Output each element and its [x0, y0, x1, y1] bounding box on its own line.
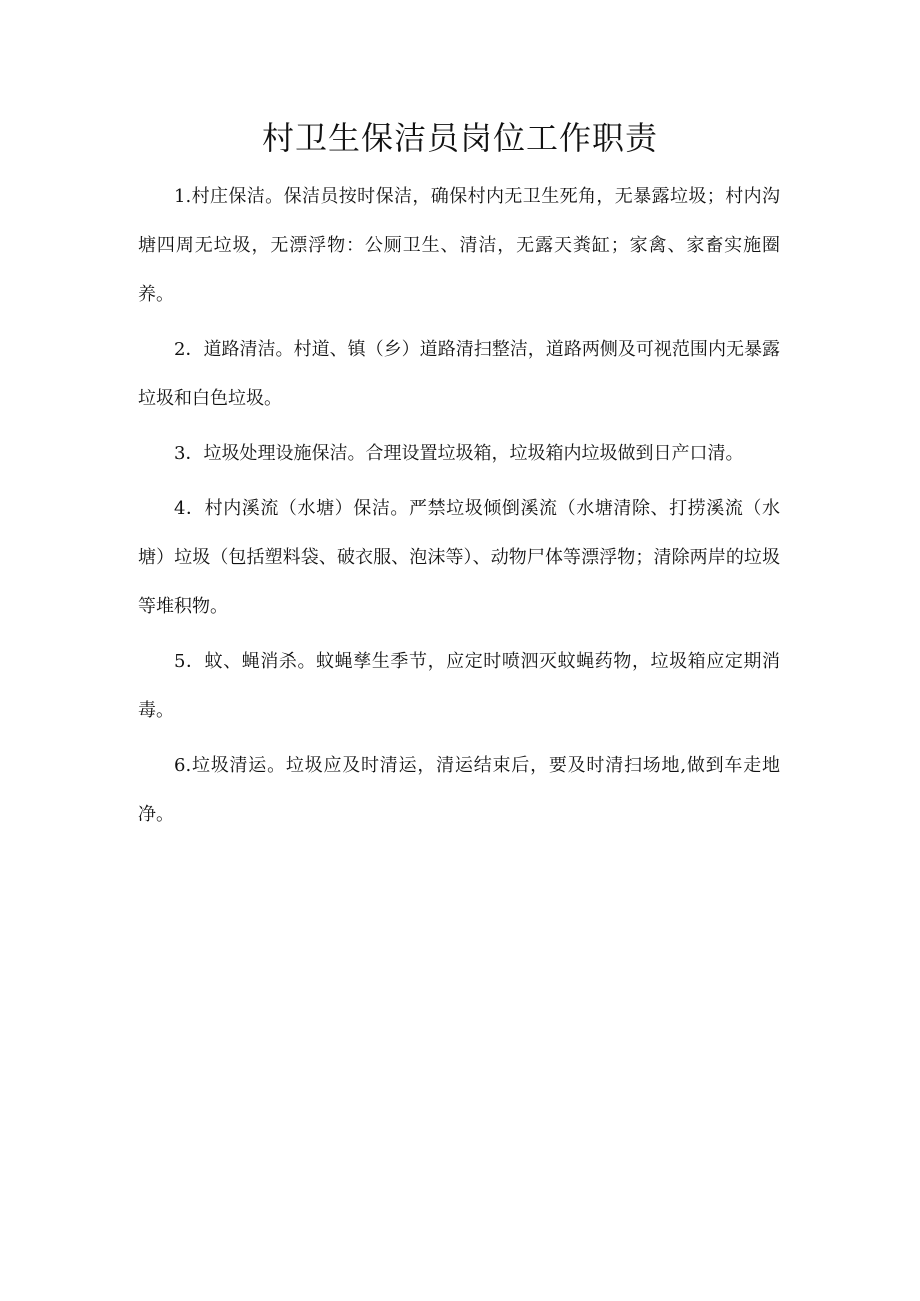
document-title: 村卫生保洁员岗位工作职责: [261, 119, 658, 157]
paragraph-3-facility-cleaning: 3．垃圾处理设施保洁。合理设置垃圾箱，垃圾箱内垃圾做到日产口清。: [174, 443, 744, 464]
paragraph-4-stream-cleaning: 4．村内溪流（水塘）保洁。严禁垃圾倾倒溪流（水塘清除、打捞溪流（水塘）垃圾（包括塑料袋、破衣服、泡沫等）、动物尸体等漂浮物；清除两岸的垃圾等堆积物。: [138, 498, 780, 617]
paragraph-2-road-cleaning: 2．道路清洁。村道、镇（乡）道路清扫整洁，道路两侧及可视范围内无暴露垃圾和白色垃圾。: [138, 339, 780, 409]
document-body: [138, 172, 780, 845]
paragraph-1-village-cleaning: 1.村庄保洁。保洁员按时保洁，确保村内无卫生死角，无暴露垃圾；村内沟塘四周无垃圾，无漂浮物：公厕卫生、清洁，无露天粪缸；家禽、家畜实施圈养。: [138, 186, 780, 305]
paragraph-5-pest-control: 5．蚊、蝇消杀。蚊蝇孳生季节，应定时喷泗灭蚊蝇药物，垃圾箱应定期消毒。: [138, 651, 780, 721]
paragraph-6-garbage-transport: 6.垃圾清运。垃圾应及时清运，清运结束后，要及时清扫场地,做到车走地净。: [138, 755, 780, 825]
